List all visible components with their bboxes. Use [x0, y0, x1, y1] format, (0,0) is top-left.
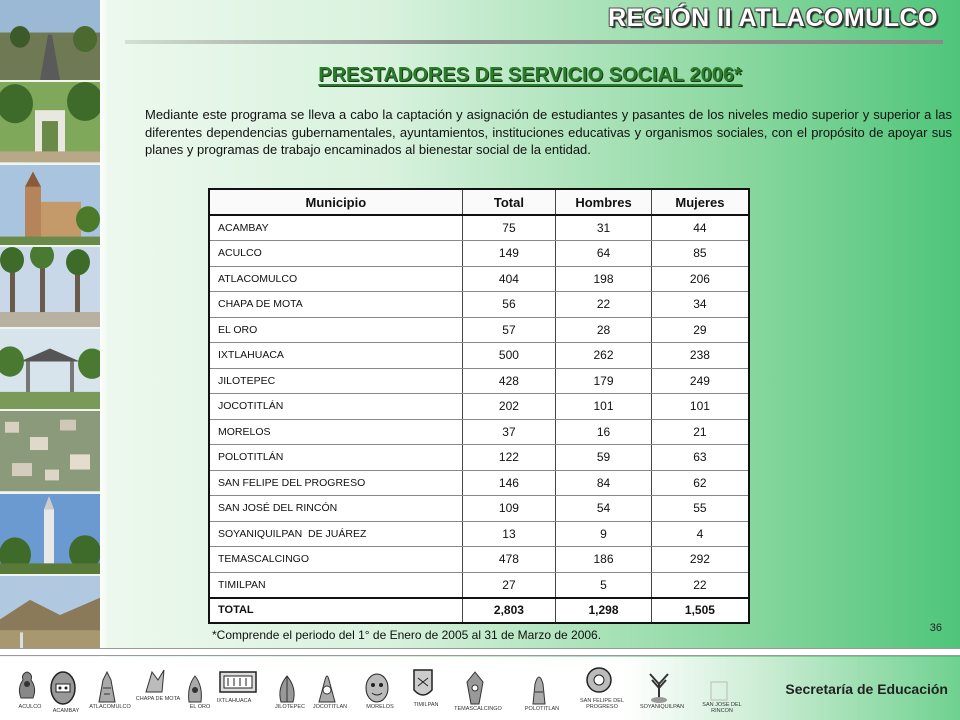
clock-tower-photo — [0, 494, 100, 576]
table-row — [209, 241, 749, 267]
total-cell: 37 — [462, 419, 555, 445]
column-header-municipio: Municipio — [209, 189, 462, 215]
mujeres-cell: 101 — [651, 394, 749, 420]
emblem-soyaniquilpan — [639, 670, 685, 710]
emblem-label: IXTLAHUACA — [216, 698, 252, 704]
emblem-label: ACAMBAY — [52, 708, 80, 714]
table-total-row — [209, 598, 749, 624]
column-header-total: Total — [462, 189, 555, 215]
mujeres-cell: 206 — [651, 266, 749, 292]
emblem-label: CHAPA DE MOTA — [135, 696, 181, 702]
municipio-cell: ATLACOMULCO — [209, 266, 462, 292]
municipio-cell: ACULCO — [209, 241, 462, 267]
jilotepec-glyph-icon — [275, 670, 299, 704]
municipio-cell: JILOTEPEC — [209, 368, 462, 394]
mujeres-cell: 63 — [651, 445, 749, 471]
hombres-cell: 64 — [556, 241, 652, 267]
mujeres-cell: 292 — [651, 547, 749, 573]
table-header-row — [209, 189, 749, 215]
emblem-el-oro — [182, 672, 211, 710]
total-cell: 404 — [462, 266, 555, 292]
el-oro-glyph-icon — [185, 672, 205, 704]
church-photo — [0, 165, 100, 247]
municipio-cell: SAN FELIPE DEL PROGRESO — [209, 470, 462, 496]
emblem-san-jose — [702, 680, 742, 714]
photo-strip-fade — [100, 0, 108, 658]
hombres-cell: 9 — [556, 521, 652, 547]
hills-valley-photo — [0, 576, 100, 658]
total-cell: 500 — [462, 343, 555, 369]
emblem-morelos — [362, 672, 392, 710]
mujeres-cell: 249 — [651, 368, 749, 394]
emblem-label: SOYANIQUILPAN — [639, 704, 685, 710]
table-row — [209, 215, 749, 241]
municipio-cell: MORELOS — [209, 419, 462, 445]
table-row — [209, 317, 749, 343]
table-row — [209, 419, 749, 445]
municipio-cell: POLOTITLÁN — [209, 445, 462, 471]
emblem-label: TEMASCALCINGO — [454, 706, 502, 712]
table-row — [209, 445, 749, 471]
mujeres-cell: 34 — [651, 292, 749, 318]
total-cell: 27 — [462, 572, 555, 598]
emblem-timilpan — [408, 666, 438, 708]
town-aerial-photo — [0, 411, 100, 493]
municipio-cell: CHAPA DE MOTA — [209, 292, 462, 318]
mujeres-cell: 44 — [651, 215, 749, 241]
hombres-cell: 179 — [556, 368, 652, 394]
mujeres-cell: 4 — [651, 521, 749, 547]
san-felipe-glyph-icon — [586, 664, 612, 698]
emblem-jilotepec — [272, 670, 305, 710]
mujeres-cell: 29 — [651, 317, 749, 343]
ixtlahuaca-glyph-icon — [218, 668, 258, 698]
hombres-cell: 5 — [556, 572, 652, 598]
hombres-cell: 28 — [556, 317, 652, 343]
table-row — [209, 292, 749, 318]
acambay-glyph-icon — [49, 668, 77, 708]
jocotitlan-glyph-icon — [315, 670, 339, 704]
total-mujeres-cell: 1,505 — [651, 598, 749, 624]
emblem-atlacomulco — [89, 670, 131, 710]
hombres-cell: 101 — [556, 394, 652, 420]
emblem-label: MORELOS — [366, 704, 394, 710]
emblem-chapa-de-mota — [135, 666, 181, 702]
mujeres-cell: 62 — [651, 470, 749, 496]
hombres-cell: 186 — [556, 547, 652, 573]
total-cell: 122 — [462, 445, 555, 471]
chapa-de-mota-glyph-icon — [142, 666, 168, 696]
total-cell: 57 — [462, 317, 555, 343]
emblem-polotitlan — [524, 670, 560, 712]
total-cell: 428 — [462, 368, 555, 394]
total-hombres-cell: 1,298 — [556, 598, 652, 624]
emblem-aculco — [12, 668, 42, 710]
table-row — [209, 343, 749, 369]
municipio-cell: ACAMBAY — [209, 215, 462, 241]
page-number: 36 — [929, 622, 942, 634]
secretaria-educacion-label: Secretaría de Educación — [785, 681, 948, 697]
total-cell: 75 — [462, 215, 555, 241]
emblem-jocotitlan — [312, 670, 348, 710]
footnote: *Comprende el periodo del 1° de Enero de 2005 al 31 de Marzo de 2006. — [212, 628, 602, 642]
mujeres-cell: 55 — [651, 496, 749, 522]
total-cell: 202 — [462, 394, 555, 420]
emblem-label: SAN JOSE DEL RINCON — [702, 702, 742, 714]
emblem-label: JOCOTITLAN — [312, 704, 348, 710]
mujeres-cell: 22 — [651, 572, 749, 598]
total-cell: 13 — [462, 521, 555, 547]
arch-gate-photo — [0, 82, 100, 164]
polotitlan-glyph-icon — [527, 670, 551, 706]
hombres-cell: 31 — [556, 215, 652, 241]
emblem-label: ACULCO — [18, 704, 42, 710]
column-header-hombres: Hombres — [556, 189, 652, 215]
temascalcingo-glyph-icon — [463, 670, 487, 706]
hombres-cell: 198 — [556, 266, 652, 292]
region-title: REGIÓN II ATLACOMULCO — [608, 4, 938, 32]
title-divider — [125, 40, 943, 44]
municipal-emblems — [0, 664, 760, 720]
table-row — [209, 394, 749, 420]
intro-paragraph: Mediante este programa se lleva a cabo la captación y asignación de estudiantes y pasantes de los niveles medio superior y superior a las diferentes dependencias gubernamentales, ayuntamientos, instituciones educativas y organismos sociales, con el propósito de apoyar sus planes y programas de trabajo encaminados al bienestar social de la entidad. — [145, 107, 952, 157]
table-row — [209, 368, 749, 394]
total-cell: 109 — [462, 496, 555, 522]
table-row — [209, 547, 749, 573]
hombres-cell: 22 — [556, 292, 652, 318]
municipio-cell: TIMILPAN — [209, 572, 462, 598]
table-row — [209, 572, 749, 598]
municipio-cell: EL ORO — [209, 317, 462, 343]
municipio-cell: SOYANIQUILPAN DE JUÁREZ — [209, 521, 462, 547]
kiosk-park-photo — [0, 329, 100, 411]
table-body — [209, 215, 749, 623]
emblem-temascalcingo — [454, 670, 502, 712]
emblem-label: ATLACOMULCO — [89, 704, 131, 710]
service-providers-table — [208, 188, 750, 624]
emblem-label: TIMILPAN — [413, 702, 439, 708]
table-row — [209, 266, 749, 292]
table-row — [209, 521, 749, 547]
column-header-mujeres: Mujeres — [651, 189, 749, 215]
hombres-cell: 84 — [556, 470, 652, 496]
timilpan-glyph-icon — [410, 666, 436, 702]
total-label-cell: TOTAL — [209, 598, 462, 624]
total-cell: 149 — [462, 241, 555, 267]
emblem-ixtlahuaca — [216, 668, 260, 704]
hombres-cell: 54 — [556, 496, 652, 522]
plaza-trees-photo — [0, 247, 100, 329]
aculco-glyph-icon — [15, 668, 39, 704]
emblem-label: JILOTEPEC — [275, 704, 305, 710]
municipio-cell: IXTLAHUACA — [209, 343, 462, 369]
hombres-cell: 262 — [556, 343, 652, 369]
page-title: PRESTADORES DE SERVICIO SOCIAL 2006* — [318, 64, 742, 86]
san-jose-glyph-icon — [709, 680, 729, 702]
morelos-glyph-icon — [364, 672, 390, 704]
emblem-label: EL ORO — [189, 704, 211, 710]
grand-total-cell: 2,803 — [462, 598, 555, 624]
soyaniquilpan-glyph-icon — [646, 670, 672, 704]
table-row — [209, 470, 749, 496]
municipio-cell: JOCOTITLÁN — [209, 394, 462, 420]
mujeres-cell: 238 — [651, 343, 749, 369]
photo-strip — [0, 0, 100, 658]
hombres-cell: 59 — [556, 445, 652, 471]
hombres-cell: 16 — [556, 419, 652, 445]
footer-divider — [0, 648, 960, 656]
emblem-label: POLOTITLAN — [524, 706, 560, 712]
total-cell: 146 — [462, 470, 555, 496]
emblem-acambay — [48, 668, 78, 714]
mujeres-cell: 21 — [651, 419, 749, 445]
total-cell: 478 — [462, 547, 555, 573]
emblem-label: SAN FELIPE DEL PROGRESO — [579, 698, 625, 710]
municipio-cell: SAN JOSÉ DEL RINCÓN — [209, 496, 462, 522]
atlacomulco-glyph-icon — [95, 670, 119, 704]
table-row — [209, 496, 749, 522]
municipio-cell: TEMASCALCINGO — [209, 547, 462, 573]
total-cell: 56 — [462, 292, 555, 318]
mujeres-cell: 85 — [651, 241, 749, 267]
emblem-san-felipe — [579, 664, 625, 710]
